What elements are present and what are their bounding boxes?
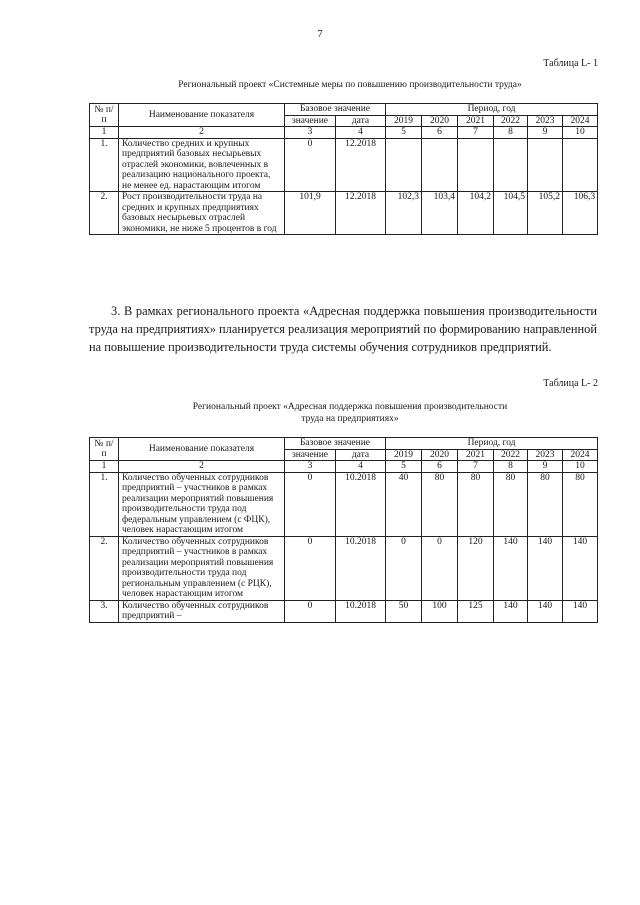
row-base-date: 10.2018	[336, 600, 386, 622]
row-year-value	[494, 138, 528, 192]
row-name: Количество обученных сотрудников предприятий –	[119, 600, 285, 622]
row-year-value: 80	[528, 472, 563, 536]
table2-index-cell: 5	[386, 461, 422, 473]
table-row	[90, 138, 598, 192]
row-year-value	[422, 138, 458, 192]
table1-index-cell: 8	[494, 127, 528, 139]
table2-index-cell: 4	[336, 461, 386, 473]
table1-index-cell: 7	[458, 127, 494, 139]
row-year-value: 80	[458, 472, 494, 536]
table1-header-year: 2024	[563, 115, 598, 127]
row-name: Количество обученных сотрудников предприятий – участников в рамках реализации мероприятий повышения производительности труда под региональным управлением (с РЦК), человек нарастающим итогом	[119, 536, 285, 600]
row-year-value	[563, 138, 598, 192]
row-base-date: 10.2018	[336, 472, 386, 536]
table1-header-year: 2019	[386, 115, 422, 127]
table1-header-year: 2022	[494, 115, 528, 127]
body-paragraph	[89, 302, 597, 356]
row-year-value: 80	[563, 472, 598, 536]
table1-label: Таблица L- 1	[543, 58, 598, 69]
table-row	[90, 192, 598, 235]
table2-caption-line1: Региональный проект «Адресная поддержка повышения производительности	[192, 402, 508, 412]
row-year-value: 100	[422, 600, 458, 622]
table2-label: Таблица L- 2	[543, 378, 598, 389]
table2	[89, 437, 598, 623]
row-base-date: 10.2018	[336, 536, 386, 600]
table1-header-base-value: значение	[285, 115, 336, 127]
row-year-value: 140	[528, 536, 563, 600]
row-year-value: 0	[386, 536, 422, 600]
table1-index-cell: 2	[119, 127, 285, 139]
row-num: 1.	[90, 472, 119, 536]
row-num: 2.	[90, 536, 119, 600]
table1-index-cell: 5	[386, 127, 422, 139]
row-num: 2.	[90, 192, 119, 235]
table1-header-base: Базовое значение	[285, 104, 386, 116]
table1-index-cell: 3	[285, 127, 336, 139]
table2-index-cell: 1	[90, 461, 119, 473]
table1-header-num: № п/п	[90, 104, 119, 127]
table-row	[90, 536, 598, 600]
row-year-value: 106,3	[563, 192, 598, 235]
table2-caption-line2: труда на предприятиях»	[301, 414, 399, 424]
row-year-value	[386, 138, 422, 192]
table1-header-name: Наименование показателя	[119, 104, 285, 127]
table2-header-num: № п/п	[90, 438, 119, 461]
table1	[89, 103, 598, 235]
page-number: 7	[317, 28, 323, 40]
table-row	[90, 600, 598, 622]
row-year-value	[528, 138, 563, 192]
table2-header-year: 2019	[386, 449, 422, 461]
row-num: 1.	[90, 138, 119, 192]
row-year-value: 125	[458, 600, 494, 622]
row-year-value	[458, 138, 494, 192]
table1-header-base-date: дата	[336, 115, 386, 127]
row-base-date: 12.2018	[336, 192, 386, 235]
row-year-value: 104,2	[458, 192, 494, 235]
row-year-value: 140	[563, 600, 598, 622]
row-base-value: 0	[285, 536, 336, 600]
row-base-date: 12.2018	[336, 138, 386, 192]
table1-header-year: 2023	[528, 115, 563, 127]
row-year-value: 0	[422, 536, 458, 600]
row-year-value: 140	[528, 600, 563, 622]
row-year-value: 80	[494, 472, 528, 536]
paragraph-text: 3. В рамках регионального проекта «Адресная поддержка повышения производительности труда на предприятиях» планируется реализация мероприятий по формированию направленной на повышение производительности труда системы обучения сотрудников предприятий.	[89, 304, 597, 354]
table1-header-period: Период, год	[386, 104, 598, 116]
table1-index-cell: 4	[336, 127, 386, 139]
row-year-value: 50	[386, 600, 422, 622]
table1-index-cell: 9	[528, 127, 563, 139]
row-base-value: 101,9	[285, 192, 336, 235]
row-name: Количество обученных сотрудников предприятий – участников в рамках реализации мероприятий повышения производительности труда под федеральным управлением (с ФЦК), человек нарастающим итогом	[119, 472, 285, 536]
table2-header-year: 2022	[494, 449, 528, 461]
table2-header-year: 2020	[422, 449, 458, 461]
row-name: Рост производительности труда на средних и крупных предприятиях базовых несырьевых отраслей экономики, не ниже 5 процентов в год	[119, 192, 285, 235]
table2-header-year: 2024	[563, 449, 598, 461]
row-year-value: 102,3	[386, 192, 422, 235]
table2-header-base-value: значение	[285, 449, 336, 461]
row-name: Количество средних и крупных предприятий базовых несырьевых отраслей экономики, вовлеченных в реализацию национального проекта, не менее ед. нарастающим итогом	[119, 138, 285, 192]
table1-header-year: 2020	[422, 115, 458, 127]
table2-header-year: 2021	[458, 449, 494, 461]
table2-index-cell: 9	[528, 461, 563, 473]
table2-index-cell: 7	[458, 461, 494, 473]
table2-index-cell: 6	[422, 461, 458, 473]
row-base-value: 0	[285, 472, 336, 536]
table2-header-base-date: дата	[336, 449, 386, 461]
row-year-value: 140	[563, 536, 598, 600]
row-year-value: 140	[494, 600, 528, 622]
table1-index-cell: 1	[90, 127, 119, 139]
table1-header-year: 2021	[458, 115, 494, 127]
table2-index-cell: 3	[285, 461, 336, 473]
table2-index-cell: 8	[494, 461, 528, 473]
row-year-value: 140	[494, 536, 528, 600]
row-year-value: 104,5	[494, 192, 528, 235]
table2-header-period: Период, год	[386, 438, 598, 450]
row-num: 3.	[90, 600, 119, 622]
row-base-value: 0	[285, 600, 336, 622]
table1-caption: Региональный проект «Системные меры по повышению производительности труда»	[178, 80, 522, 90]
row-year-value: 103,4	[422, 192, 458, 235]
table2-index-cell: 10	[563, 461, 598, 473]
table1-index-cell: 6	[422, 127, 458, 139]
table2-header-name: Наименование показателя	[119, 438, 285, 461]
table2-header-year: 2023	[528, 449, 563, 461]
table2-index-cell: 2	[119, 461, 285, 473]
table-row	[90, 472, 598, 536]
table1-index-cell: 10	[563, 127, 598, 139]
row-year-value: 80	[422, 472, 458, 536]
row-base-value: 0	[285, 138, 336, 192]
row-year-value: 120	[458, 536, 494, 600]
row-year-value: 40	[386, 472, 422, 536]
table2-header-base: Базовое значение	[285, 438, 386, 450]
row-year-value: 105,2	[528, 192, 563, 235]
